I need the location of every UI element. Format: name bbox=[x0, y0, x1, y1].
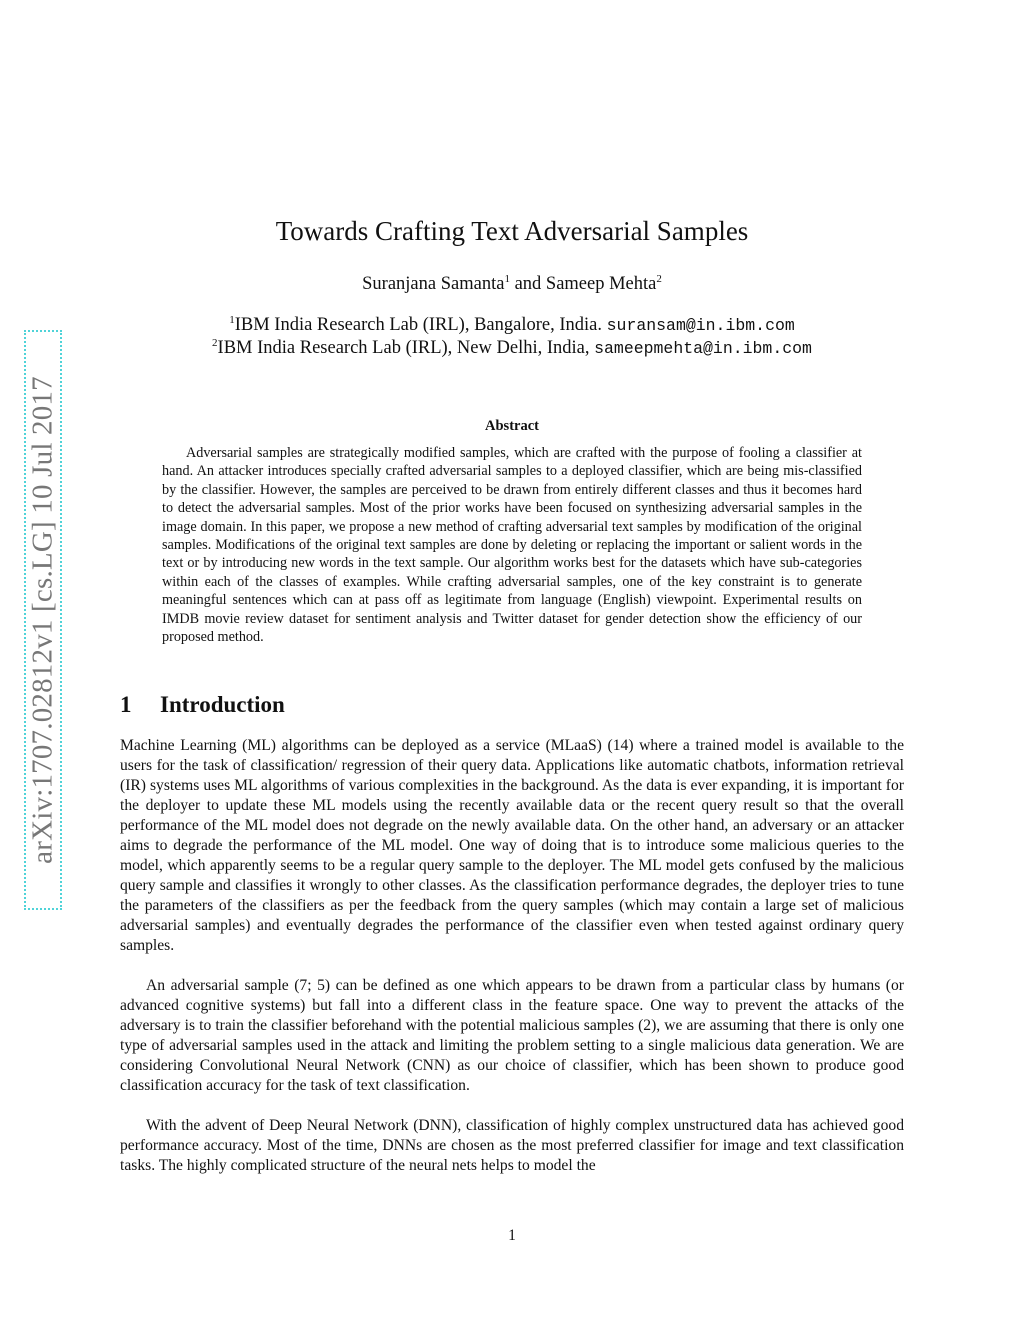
author-2: Sameep Mehta bbox=[545, 274, 657, 294]
author-line bbox=[0, 274, 1024, 295]
aff-2-sup: 2 bbox=[212, 337, 218, 349]
author-1-sup: 1 bbox=[504, 273, 510, 285]
page-number: 1 bbox=[508, 1227, 516, 1244]
paper-title: Towards Crafting Text Adversarial Samples bbox=[275, 216, 749, 246]
author-and: and bbox=[509, 274, 546, 294]
arxiv-id: arXiv:1707.02812v1 [cs.LG] 10 Jul 2017 bbox=[26, 376, 59, 864]
affiliation-2 bbox=[0, 338, 1024, 359]
affiliation-1 bbox=[0, 315, 1024, 336]
aff-1-text: IBM India Research Lab (IRL), Bangalore, India. bbox=[234, 315, 607, 335]
aff-2-text: IBM India Research Lab (IRL), New Delhi, India, bbox=[217, 338, 595, 358]
intro-paragraph-2: An adversarial sample (7; 5) can be defined as one which appears to be drawn from a particular class by humans (or advanced cognitive systems) but fall into a different class in the feature space. One way to prevent the attacks of the adversary is to train the classifier beforehand with the potential malicious samples (2), we are assuming that there is only one type of adversarial samples used in the attack and limiting the problem setting to a single malicious data generation. We are considering Convolutional Neural Network (CNN) as our choice of classifier, which has been shown to produce good classification accuracy for the task of text classification. bbox=[120, 977, 904, 1094]
aff-1-email: suransam@in.ibm.com bbox=[606, 316, 795, 335]
aff-1-sup: 1 bbox=[229, 314, 235, 326]
abstract-text: Adversarial samples are strategically modified samples, which are crafted with the purpose of fooling a classifier at hand. An attacker introduces specially crafted adversarial samples to a deployed classifier, which are being mis-classified by the classifier. However, the samples are perceived to be drawn from entirely different classes and thus it becomes hard to detect the adversarial samples. Most of the prior works have been focused on synthesizing adversarial samples in the image domain. In this paper, we propose a new method of crafting adversarial text samples by modification of the original samples. Modifications of the original text samples are done by deleting or replacing the important or salient words in the text or by introducing new words in the text sample. Our algorithm works best for the datasets which have sub-categories within each of the classes of examples. While crafting adversarial samples, one of the key constraint is to generate meaningful sentences which can at pass off as legitimate from language (English) viewpoint. Experimental results on IMDB movie review dataset for sentiment analysis and Twitter dataset for gender detection show the efficiency of our proposed method. bbox=[162, 445, 862, 646]
abstract-heading: Abstract bbox=[485, 418, 539, 434]
arxiv-watermark bbox=[24, 330, 62, 910]
author-2-sup: 2 bbox=[656, 273, 662, 285]
section-title: Introduction bbox=[160, 692, 285, 717]
section-number: 1 bbox=[120, 692, 132, 717]
aff-2-email: sameepmehta@in.ibm.com bbox=[594, 339, 812, 358]
author-1: Suranjana Samanta bbox=[362, 274, 505, 294]
intro-paragraph-1: Machine Learning (ML) algorithms can be deployed as a service (MLaaS) (14) where a trained model is available to the users for the task of classification/ regression of their query data. Applications like automatic chatbots, information retrieval (IR) systems uses ML algorithms of various complexities in the background. As the data is ever expanding, it is important for the deployer to update these ML models using the recently available data or the recent query result so that the overall performance of the ML model does not degrade on the newly available data. On the other hand, an adversary or an attacker aims to degrade the performance of the ML model. One way of doing that is to introduce some malicious queries to the model, which apparently seems to be a regular query sample to the deployer. The ML model gets confused by the malicious query sample and classifies it wrongly to other classes. As the classification performance degrades, the deployer tries to tune the parameters of the classifiers as per the feedback from the query samples (which may contain a large set of malicious adversarial samples) and eventually degrades the performance of the classifier even when tested against ordinary query samples. bbox=[120, 737, 904, 954]
section-heading-introduction bbox=[120, 692, 285, 718]
intro-paragraph-3: With the advent of Deep Neural Network (DNN), classification of highly complex unstructured data has achieved good performance accuracy. Most of the time, DNNs are chosen as the most preferred classifier for image and text classification tasks. The highly complicated structure of the neural nets helps to model the bbox=[120, 1117, 904, 1174]
